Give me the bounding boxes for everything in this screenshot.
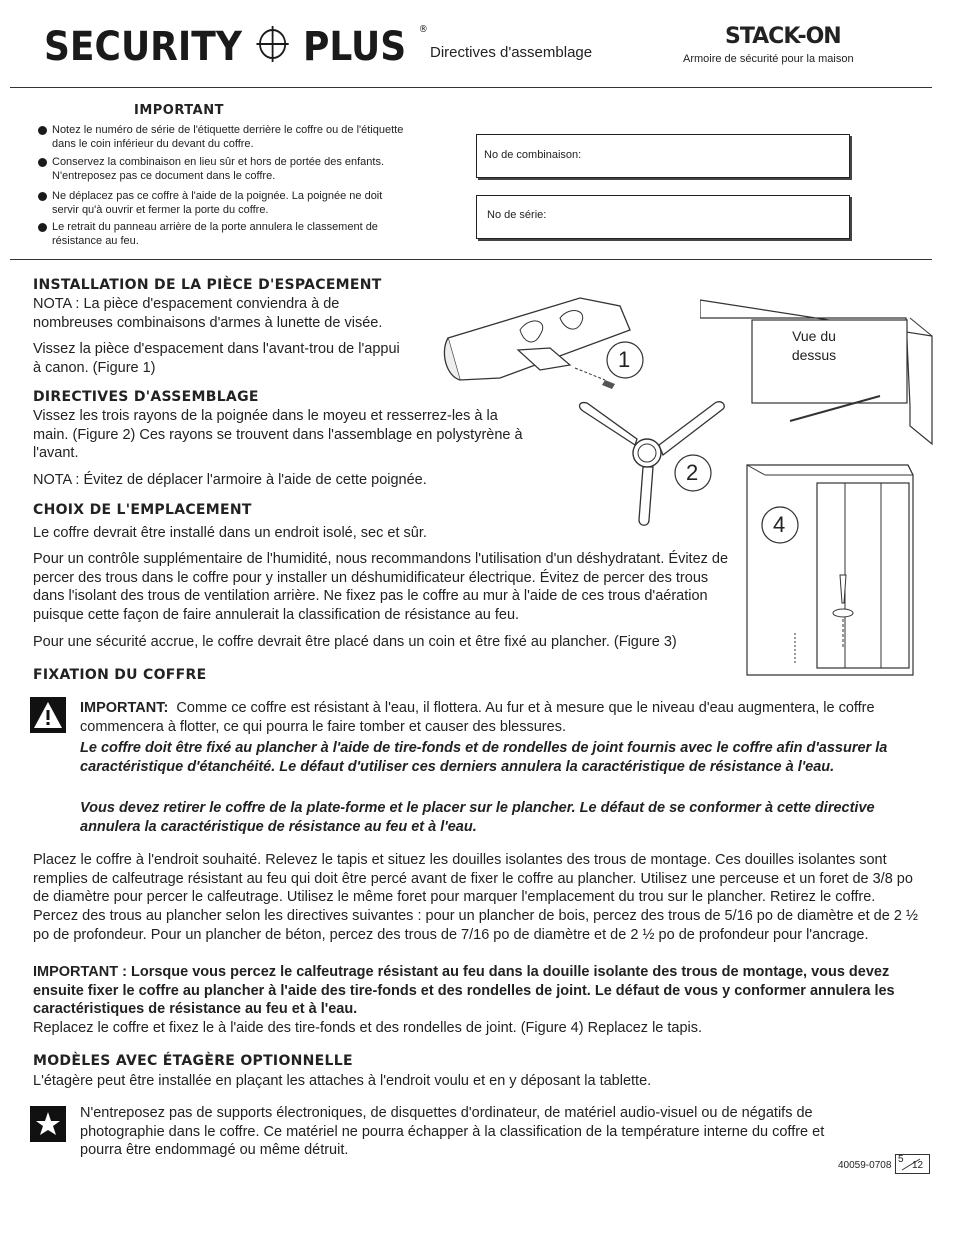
warning-icon (30, 697, 66, 738)
fixing-body: Placez le coffre à l'endroit souhaité. Relevez le tapis et situez les douilles isolantes des trous de montage. Ces douilles isolantes sont remplies de calfeutrage résistant au feu qui doit être percé avant de fixer le coffre au plancher. Utilisez une perceuse et un foret de 3/8 po de diamètre pour percer le calfeutrage. Utilisez le même foret pour marquer l'emplacement du trou sur le plancher. Retirez le coffre. Percez des trous au plancher selon les directives suivantes : pour un plancher de bois, percez des trous de 5/16 po de diamètre et de 2 ½ po de profondeur. Pour un plancher de béton, percez des trous de 7/16 po de diamètre et de 2 ½ po de profondeur pour l'ancrage. (33, 852, 919, 943)
shelf-heading: MODÈLES AVEC ÉTAGÈRE OPTIONNELLE (33, 1053, 353, 1069)
maker-logo: STACK-ON (725, 24, 841, 49)
storage-warning: N'entreposez pas de supports électroniques, de disquettes d'ordinateur, de matériel audio-visuel ou de négatifs de photographie dans le coffre. Ce matériel ne pourra échapper à la classification de la température interne du coffre et pourra être endommagé ou même détruit. (80, 1105, 825, 1159)
fixing-end: Replacez le coffre et fixez le à l'aide des tire-fonds et des rondelles de joint. (Figure 4) Replacez le tapis. (33, 1020, 703, 1036)
document-number: 40059-0708 (838, 1160, 892, 1171)
brand-logo (44, 24, 428, 72)
important-title: IMPORTANT (134, 103, 224, 118)
brand-word-2: PLUS (303, 24, 407, 70)
figure-top-view (700, 296, 935, 451)
fixing-important-label: IMPORTANT: (80, 700, 169, 716)
important-bullet: Ne déplacez pas ce coffre à l'aide de la poignée. La poignée ne doit servir qu'à ouvrir et fermer la porte du coffre. (38, 189, 408, 217)
document-title: Directives d'assemblage (430, 44, 593, 61)
page-indicator (895, 1154, 930, 1174)
combination-label: No de combinaison: (484, 149, 582, 161)
star-icon (30, 1106, 66, 1147)
combination-field[interactable] (476, 134, 850, 178)
page-number: 5 (898, 1154, 904, 1165)
location-heading: CHOIX DE L'EMPLACEMENT (33, 502, 252, 518)
figure-2-label: 2 (673, 453, 713, 498)
fixing-bold-warning: IMPORTANT : Lorsque vous percez le calfeutrage résistant au feu dans la douille isolante des trous de montage, vous devez ensuite fixer le coffre au plancher à l'aide des tire-fonds et des rondelles de joint. Le défaut de vous y conformer annulera les caractéristiques de résistance au feu et à l'eau. (33, 964, 895, 1018)
important-bullet: Notez le numéro de série de l'étiquette derrière le coffre ou de l'étiquette dans le coin inférieur du devant du coffre. (38, 123, 408, 151)
figure-1-label: 1 (605, 340, 645, 385)
spacer-heading: INSTALLATION DE LA PIÈCE D'ESPACEMENT (33, 277, 382, 293)
brand-word-1: SECURITY (44, 24, 242, 70)
location-p3: Pour une sécurité accrue, le coffre devrait être placé dans un coin et être fixé au plancher. (Figure 3) (33, 634, 677, 650)
fixing-important (80, 699, 910, 736)
fixing-italic-1: Le coffre doit être fixé au plancher à l'aide de tire-fonds et de rondelles de joint fournis avec le coffre afin d'assurer la caractéristique d'étanchéité. Le défaut d'utiliser ces derniers annulera la caractéristique de résistance à l'eau. (80, 740, 888, 775)
fixing-italic-2: Vous devez retirer le coffre de la plate-forme et le placer sur le plancher. Le défaut de se conformer à cette directive annulera la caractéristique de résistance au feu et à l'eau. (80, 800, 875, 835)
crosshair-icon (256, 26, 288, 72)
figure-4-safe (745, 463, 920, 683)
section-divider (10, 259, 932, 260)
top-view-caption: Vue du dessus (791, 328, 837, 363)
page-total: 12 (912, 1160, 924, 1171)
fixing-important-text: Comme ce coffre est résistant à l'eau, il flottera. Au fur et à mesure que le niveau d'eau augmentera, le coffre commencera à flotter, ce qui pourra le faire tomber et causer des blessures. (80, 700, 875, 735)
important-bullet: Le retrait du panneau arrière de la porte annulera le classement de résistance au feu. (38, 220, 408, 248)
assembly-note: NOTA : Évitez de déplacer l'armoire à l'aide de cette poignée. (33, 472, 427, 488)
fixing-heading: FIXATION DU COFFRE (33, 667, 207, 683)
product-name: Armoire de sécurité pour la maison (683, 53, 854, 65)
registered-mark: ® (418, 24, 428, 35)
assembly-text: Vissez les trois rayons de la poignée dans le moyeu et resserrez-les à la main. (Figure 2) Ces rayons se trouvent dans l'assemblage en polystyrène à l'avant. (33, 408, 523, 462)
serial-field[interactable] (476, 195, 850, 239)
location-p2: Pour un contrôle supplémentaire de l'humidité, nous recommandons l'utilisation d'un déshydratant. Évitez de percer des trous dans le coffre pour y installer un déshumidificateur électrique. Évitez de percer des trous dans l'isolant des trous de ventilation arrière. Ne fixez pas le coffre au mur à l'aide de ces trous d'aération puisque cette façon de faire annulerait la classification de résistance au feu. (33, 551, 729, 624)
important-bullet: Conservez la combinaison en lieu sûr et hors de portée des enfants. N'entreposez pas ce document dans le coffre. (38, 155, 408, 183)
spacer-note: NOTA : La pièce d'espacement conviendra à de nombreuses combinaisons d'armes à lunette de visée. (33, 296, 383, 331)
location-p1: Le coffre devrait être installé dans un endroit isolé, sec et sûr. (33, 525, 427, 541)
spacer-text: Vissez la pièce d'espacement dans l'avant-trou de l'appui à canon. (Figure 1) (33, 341, 400, 376)
figure-4-label: 4 (760, 505, 800, 550)
assembly-heading: DIRECTIVES D'ASSEMBLAGE (33, 389, 259, 405)
serial-label: No de série: (487, 209, 547, 221)
shelf-text: L'étagère peut être installée en plaçant les attaches à l'endroit voulu et en y déposant la tablette. (33, 1073, 652, 1089)
header-divider (10, 87, 932, 88)
